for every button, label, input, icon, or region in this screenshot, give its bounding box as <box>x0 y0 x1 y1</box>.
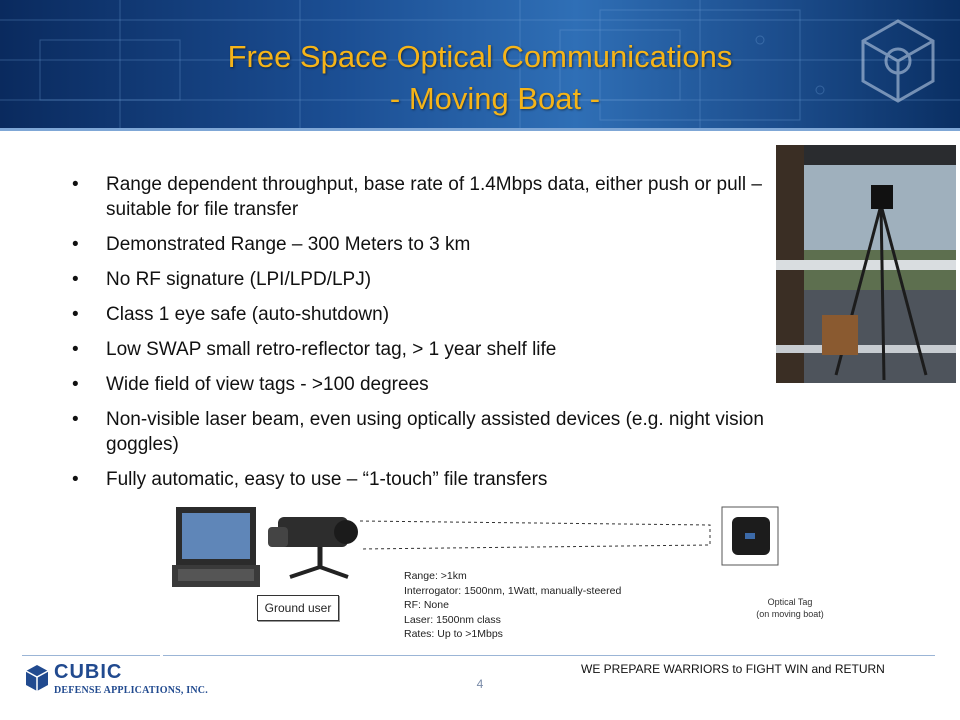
tag-caption-line-1: Optical Tag <box>767 597 813 607</box>
bullet-dot: • <box>72 339 79 360</box>
page-number: 4 <box>476 677 484 691</box>
tripod-deck-photo <box>776 145 956 383</box>
bullet-dot: • <box>72 269 79 290</box>
beam-path <box>360 521 710 549</box>
bullet-text: Range dependent throughput, base rate of 1.4Mbps data, either push or pull – suitable for file transfer <box>106 174 762 220</box>
optical-tag-caption <box>740 596 840 620</box>
bullet-text: Non-visible laser beam, even using optically assisted devices (e.g. night vision goggles) <box>106 409 764 455</box>
bullet-dot: • <box>72 469 79 490</box>
bullet-dot: • <box>72 234 79 255</box>
spec-line: Rates: Up to >1Mbps <box>404 628 503 640</box>
laptop-icon <box>172 507 260 587</box>
logo-subtitle: DEFENSE APPLICATIONS, INC. <box>54 685 208 696</box>
bullet-text: No RF signature (LPI/LPD/LPJ) <box>106 269 372 290</box>
spec-line: Range: >1km <box>404 570 467 582</box>
bullet-item <box>72 372 772 397</box>
bullet-item <box>72 172 772 222</box>
banner-rule <box>0 128 960 131</box>
bullet-text: Wide field of view tags - >100 degrees <box>106 374 429 395</box>
cubic-cube-icon <box>24 663 50 697</box>
ground-user-label: Ground user <box>257 595 339 621</box>
bullet-text: Demonstrated Range – 300 Meters to 3 km <box>106 234 471 255</box>
bullet-item <box>72 337 772 362</box>
spec-line: RF: None <box>404 599 449 611</box>
bullet-item <box>72 302 772 327</box>
title-line-2: - Moving Boat - <box>389 81 601 116</box>
bullet-dot: • <box>72 374 79 395</box>
title-line-1: Free Space Optical Communications <box>227 39 733 74</box>
bullet-item <box>72 232 772 257</box>
logo-name: CUBIC <box>54 661 123 683</box>
link-specs <box>404 569 621 642</box>
bullet-dot: • <box>72 304 79 325</box>
spec-line: Interrogator: 1500nm, 1Watt, manually-steered <box>404 584 622 597</box>
footer-divider-left <box>22 655 160 656</box>
footer-divider <box>163 655 935 656</box>
optical-tag-icon <box>722 507 778 565</box>
bullet-text: Fully automatic, easy to use – “1-touch” file transfers <box>106 469 548 490</box>
footer-motto: WE PREPARE WARRIORS to FIGHT WIN and RETURN <box>581 662 885 676</box>
bullet-item <box>72 267 772 292</box>
bullet-item <box>72 467 772 492</box>
tag-caption-line-2: (on moving boat) <box>756 609 824 619</box>
bullet-text: Low SWAP small retro-reflector tag, > 1 year shelf life <box>106 339 557 360</box>
bullet-item <box>72 407 772 457</box>
slide-title <box>0 36 960 120</box>
bullet-list <box>72 172 772 502</box>
bullet-dot: • <box>72 174 79 195</box>
spec-line: Laser: 1500nm class <box>404 613 501 626</box>
bullet-text: Class 1 eye safe (auto-shutdown) <box>106 304 390 325</box>
interrogator-icon <box>268 517 358 577</box>
cubic-logo <box>24 661 208 701</box>
bullet-dot: • <box>72 409 79 430</box>
